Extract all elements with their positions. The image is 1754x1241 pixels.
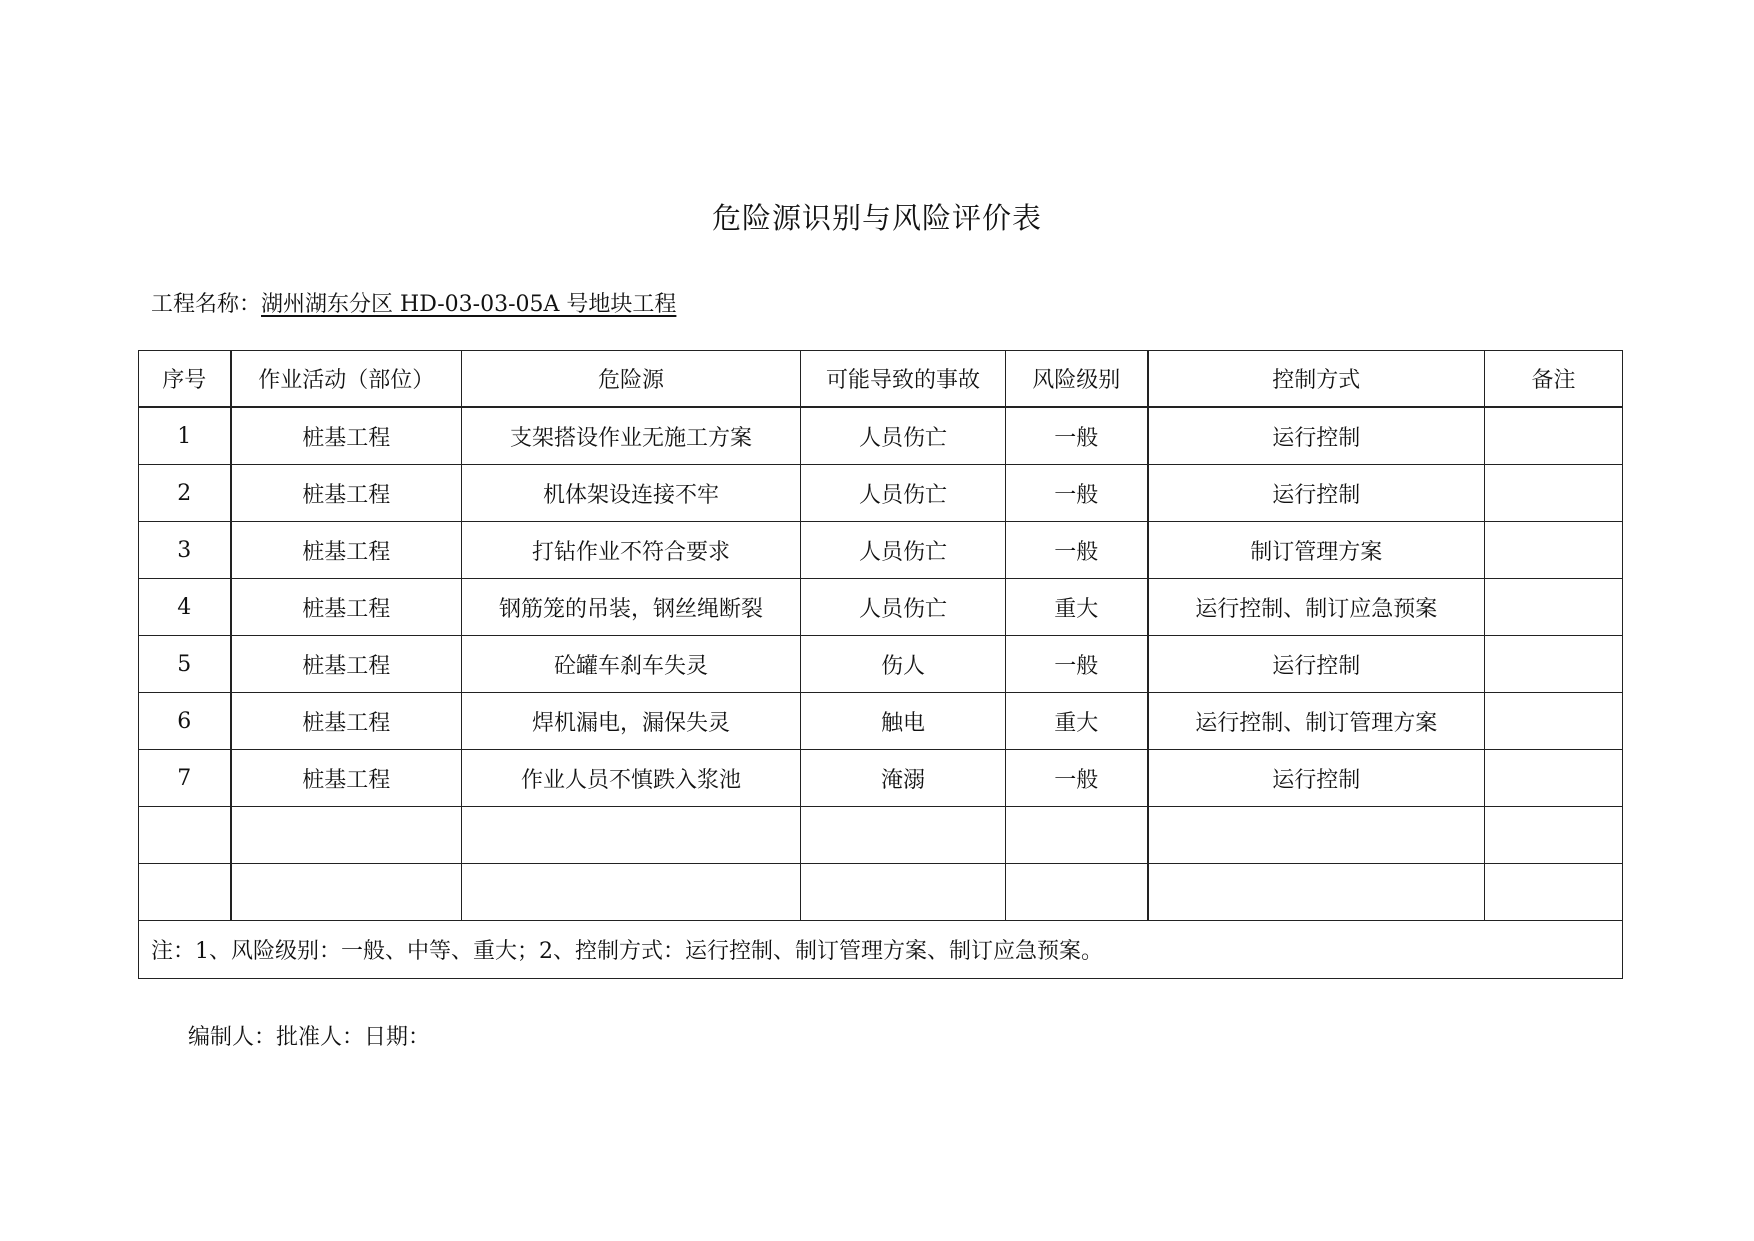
header-accident: 可能导致的事故	[801, 351, 1006, 408]
cell-remarks	[1485, 465, 1623, 522]
table-row	[139, 522, 1623, 579]
cell-accident: 伤人	[801, 636, 1006, 693]
table-note: 注：1、风险级别：一般、中等、重大；2、控制方式：运行控制、制订管理方案、制订应急预案。	[139, 921, 1623, 979]
cell-accident: 人员伤亡	[801, 407, 1006, 465]
cell-risk-level: 一般	[1006, 407, 1148, 465]
cell-index: 6	[139, 693, 231, 750]
cell-remarks	[1485, 636, 1623, 693]
cell-control	[1148, 864, 1485, 921]
cell-index: 7	[139, 750, 231, 807]
cell-risk-level: 一般	[1006, 636, 1148, 693]
project-name-line	[151, 287, 676, 318]
cell-index	[139, 807, 231, 864]
cell-risk-level: 重大	[1006, 579, 1148, 636]
cell-hazard: 焊机漏电，漏保失灵	[462, 693, 801, 750]
cell-control: 运行控制	[1148, 750, 1485, 807]
cell-control: 运行控制	[1148, 636, 1485, 693]
cell-hazard	[462, 807, 801, 864]
cell-index: 4	[139, 579, 231, 636]
cell-index: 3	[139, 522, 231, 579]
cell-hazard: 作业人员不慎跌入浆池	[462, 750, 801, 807]
table-row	[139, 864, 1623, 921]
cell-control: 运行控制、制订应急预案	[1148, 579, 1485, 636]
note-row	[139, 921, 1623, 979]
cell-accident: 人员伤亡	[801, 465, 1006, 522]
risk-assessment-table	[138, 350, 1623, 979]
header-risk-level: 风险级别	[1006, 351, 1148, 408]
table-row	[139, 807, 1623, 864]
cell-activity: 桩基工程	[231, 522, 462, 579]
cell-accident: 人员伤亡	[801, 579, 1006, 636]
cell-activity: 桩基工程	[231, 579, 462, 636]
cell-accident: 触电	[801, 693, 1006, 750]
cell-remarks	[1485, 693, 1623, 750]
table-header-row	[139, 351, 1623, 408]
cell-remarks	[1485, 522, 1623, 579]
cell-remarks	[1485, 807, 1623, 864]
table-row	[139, 750, 1623, 807]
table-row	[139, 579, 1623, 636]
cell-risk-level	[1006, 807, 1148, 864]
cell-accident	[801, 864, 1006, 921]
cell-remarks	[1485, 864, 1623, 921]
cell-index: 5	[139, 636, 231, 693]
cell-activity	[231, 807, 462, 864]
table-row	[139, 407, 1623, 465]
cell-risk-level: 一般	[1006, 750, 1148, 807]
page-title: 危险源识别与风险评价表	[711, 201, 1042, 235]
cell-accident	[801, 807, 1006, 864]
cell-control: 制订管理方案	[1148, 522, 1485, 579]
cell-hazard: 机体架设连接不牢	[462, 465, 801, 522]
header-hazard: 危险源	[462, 351, 801, 408]
cell-activity: 桩基工程	[231, 750, 462, 807]
table-row	[139, 693, 1623, 750]
cell-hazard: 打钻作业不符合要求	[462, 522, 801, 579]
header-remarks: 备注	[1485, 351, 1623, 408]
cell-remarks	[1485, 750, 1623, 807]
project-name: 湖州湖东分区 HD-03-03-05A 号地块工程	[261, 292, 677, 317]
cell-risk-level	[1006, 864, 1148, 921]
cell-accident: 人员伤亡	[801, 522, 1006, 579]
table-row	[139, 465, 1623, 522]
cell-hazard: 支架搭设作业无施工方案	[462, 407, 801, 465]
cell-hazard: 砼罐车刹车失灵	[462, 636, 801, 693]
cell-activity: 桩基工程	[231, 636, 462, 693]
cell-control	[1148, 807, 1485, 864]
cell-risk-level: 一般	[1006, 465, 1148, 522]
cell-risk-level: 重大	[1006, 693, 1148, 750]
table-row	[139, 636, 1623, 693]
cell-risk-level: 一般	[1006, 522, 1148, 579]
cell-remarks	[1485, 579, 1623, 636]
header-activity: 作业活动（部位）	[231, 351, 462, 408]
cell-hazard: 钢筋笼的吊装，钢丝绳断裂	[462, 579, 801, 636]
header-index: 序号	[139, 351, 231, 408]
cell-index	[139, 864, 231, 921]
signature-line: 编制人：批准人：日期：	[188, 1025, 431, 1050]
header-control: 控制方式	[1148, 351, 1485, 408]
cell-activity: 桩基工程	[231, 465, 462, 522]
cell-control: 运行控制	[1148, 407, 1485, 465]
cell-remarks	[1485, 407, 1623, 465]
cell-control: 运行控制	[1148, 465, 1485, 522]
cell-index: 1	[139, 407, 231, 465]
cell-control: 运行控制、制订管理方案	[1148, 693, 1485, 750]
cell-activity: 桩基工程	[231, 693, 462, 750]
cell-activity: 桩基工程	[231, 407, 462, 465]
cell-activity	[231, 864, 462, 921]
cell-hazard	[462, 864, 801, 921]
cell-accident: 淹溺	[801, 750, 1006, 807]
cell-index: 2	[139, 465, 231, 522]
project-label: 工程名称：	[151, 292, 262, 317]
